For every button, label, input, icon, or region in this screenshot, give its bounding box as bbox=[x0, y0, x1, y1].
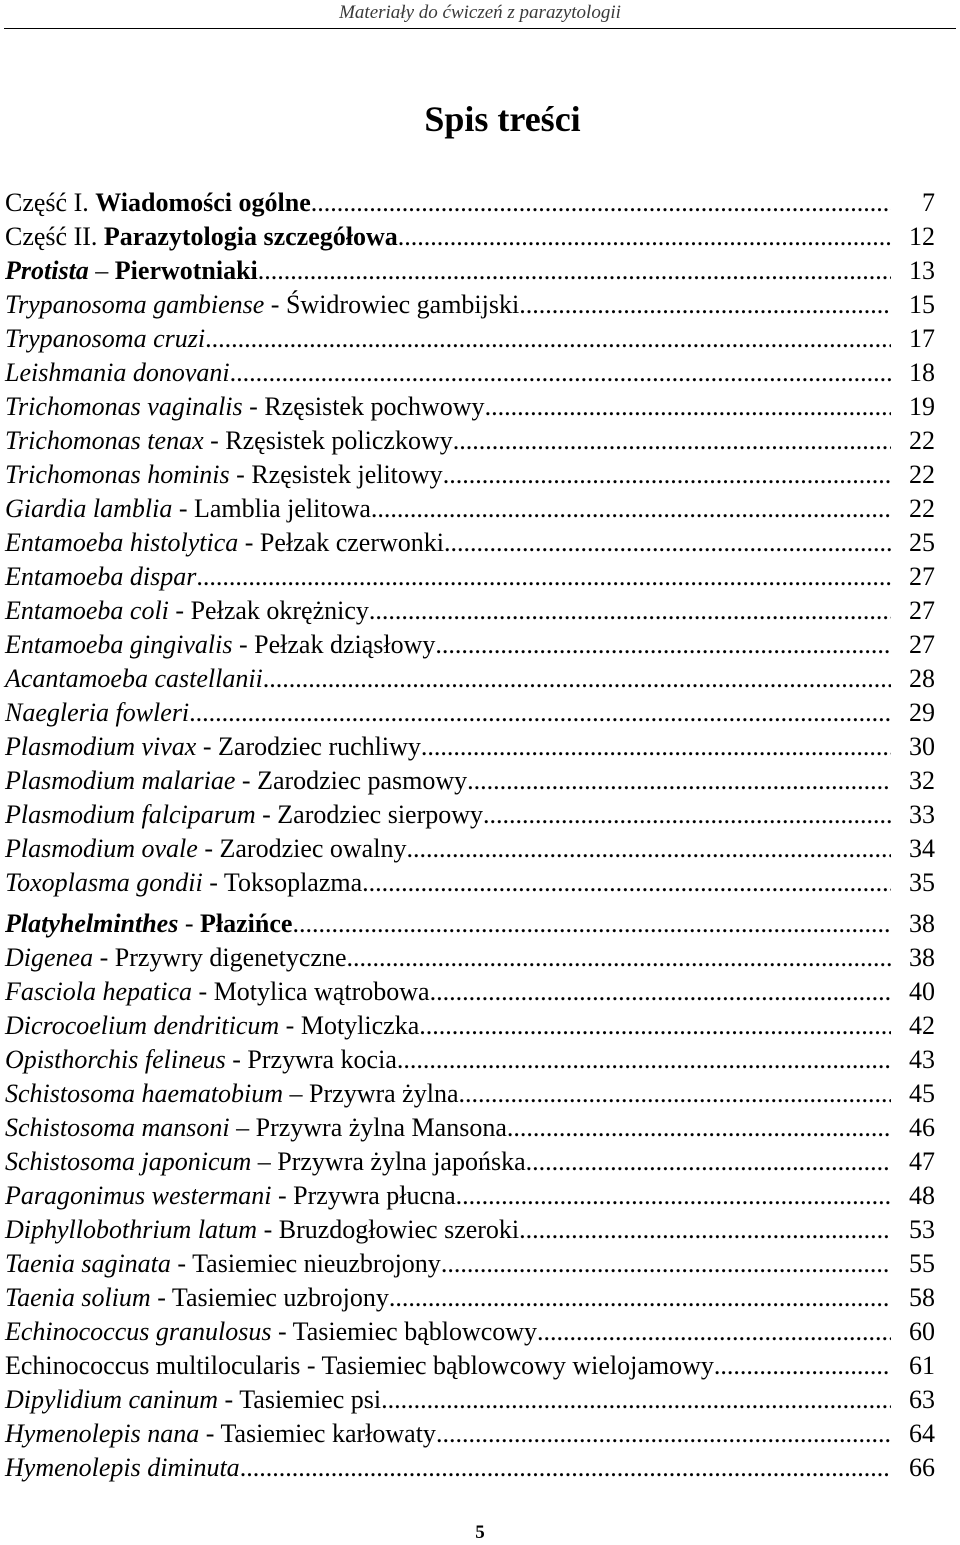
latin-name: Naegleria fowleri bbox=[5, 698, 190, 727]
latin-name: Taenia saginata bbox=[5, 1249, 171, 1278]
dot-leader bbox=[311, 186, 891, 220]
toc-entry[interactable] bbox=[5, 907, 935, 941]
name-separator: - bbox=[93, 943, 115, 972]
latin-name: Schistosoma japonicum bbox=[5, 1147, 252, 1176]
toc-page-number: 17 bbox=[909, 324, 935, 353]
latin-name: Entamoeba coli bbox=[5, 596, 169, 625]
name-separator: - bbox=[192, 977, 214, 1006]
polish-name: Pełzak dziąsłowy bbox=[254, 630, 436, 659]
toc-entry-title bbox=[5, 390, 485, 424]
toc-page-number: 15 bbox=[909, 290, 935, 319]
latin-name: Digenea bbox=[5, 943, 94, 972]
toc-entry-title bbox=[5, 1417, 436, 1451]
toc-entry[interactable] bbox=[5, 254, 935, 288]
toc-page-number: 60 bbox=[909, 1317, 935, 1346]
polish-name: Pełzak czerwonki bbox=[259, 528, 445, 557]
toc-entry[interactable] bbox=[5, 390, 935, 424]
polish-name: Płazińce bbox=[200, 909, 293, 938]
toc-page-number: 19 bbox=[909, 392, 935, 421]
toc-entry[interactable] bbox=[5, 594, 935, 628]
toc-page-number: 38 bbox=[909, 909, 935, 938]
toc-page-number: 45 bbox=[909, 1079, 935, 1108]
toc-entry[interactable] bbox=[5, 798, 935, 832]
toc-page-number: 35 bbox=[909, 868, 935, 897]
polish-name: Tasiemiec bąblowcowy wielojamowy bbox=[321, 1351, 714, 1380]
dot-leader bbox=[369, 594, 891, 628]
name-separator: – bbox=[251, 1147, 278, 1176]
polish-name: Motylica wątrobowa bbox=[213, 977, 430, 1006]
toc-entry[interactable] bbox=[5, 975, 935, 1009]
latin-name: Fasciola hepatica bbox=[5, 977, 193, 1006]
toc-page-number: 12 bbox=[909, 222, 935, 251]
toc-entry-title bbox=[5, 526, 444, 560]
latin-name: Giardia lamblia bbox=[5, 494, 173, 523]
name-separator: - bbox=[199, 1419, 221, 1448]
toc-entry-title bbox=[5, 1043, 397, 1077]
toc-page-number: 29 bbox=[909, 698, 935, 727]
dot-leader bbox=[371, 492, 891, 526]
name-separator: - bbox=[235, 766, 258, 795]
toc-page-number: 27 bbox=[909, 562, 935, 591]
toc-entry[interactable] bbox=[5, 866, 935, 900]
toc-page-number: 25 bbox=[909, 528, 935, 557]
latin-name: Acantamoeba castellanii bbox=[5, 664, 263, 693]
polish-name: Tasiemiec uzbrojony bbox=[171, 1283, 389, 1312]
latin-name: Plasmodium vivax bbox=[5, 732, 197, 761]
latin-name: Schistosoma haematobium bbox=[5, 1079, 284, 1108]
toc-entry-title bbox=[5, 322, 205, 356]
toc-entry-title bbox=[5, 1349, 714, 1383]
toc-entry-title bbox=[5, 458, 443, 492]
dot-leader bbox=[519, 1213, 891, 1247]
toc-page-number: 66 bbox=[909, 1453, 935, 1482]
toc-entry[interactable] bbox=[5, 1315, 935, 1349]
latin-name: Plasmodium ovale bbox=[5, 834, 198, 863]
toc-page-number: 38 bbox=[909, 943, 935, 972]
latin-name: Toxoplasma gondii bbox=[5, 868, 203, 897]
toc-entry[interactable] bbox=[5, 1383, 935, 1417]
dot-leader bbox=[444, 526, 891, 560]
running-header: Materiały do ćwiczeń z parazytologii bbox=[339, 2, 621, 23]
toc-entry[interactable] bbox=[5, 1417, 935, 1451]
polish-name: Bruzdogłowiec szeroki bbox=[278, 1215, 520, 1244]
name-separator: – bbox=[88, 256, 115, 285]
dot-leader bbox=[381, 1383, 891, 1417]
part-label: Część II. bbox=[5, 222, 98, 251]
latin-name: Plasmodium malariae bbox=[5, 766, 236, 795]
toc-entry-title bbox=[5, 628, 435, 662]
name-separator: - bbox=[255, 800, 278, 829]
toc-page-number: 48 bbox=[909, 1181, 935, 1210]
latin-name: Paragonimus westermani bbox=[5, 1181, 272, 1210]
dot-leader bbox=[292, 907, 891, 941]
latin-name: Plasmodium falciparum bbox=[5, 800, 256, 829]
toc-entry-title bbox=[5, 832, 406, 866]
toc-entry-title bbox=[5, 560, 196, 594]
toc-page-number: 18 bbox=[909, 358, 935, 387]
toc-entry[interactable] bbox=[5, 186, 935, 220]
polish-name: Zarodziec sierpowy bbox=[277, 800, 484, 829]
toc-entry-title bbox=[5, 424, 453, 458]
dot-leader bbox=[453, 424, 891, 458]
toc-entry-title bbox=[5, 288, 519, 322]
toc-entry-title bbox=[5, 1077, 458, 1111]
toc-entry[interactable] bbox=[5, 424, 935, 458]
dot-leader bbox=[419, 1009, 891, 1043]
toc-entry[interactable] bbox=[5, 1349, 935, 1383]
part-name: Parazytologia szczegółowa bbox=[103, 222, 398, 251]
dot-leader bbox=[230, 356, 891, 390]
toc-entry[interactable] bbox=[5, 1077, 935, 1111]
toc-page-number: 34 bbox=[909, 834, 935, 863]
toc-entry[interactable] bbox=[5, 458, 935, 492]
toc-title: Spis treści bbox=[424, 99, 581, 139]
latin-name: Dipylidium caninum bbox=[5, 1385, 219, 1414]
name-separator: - bbox=[202, 868, 224, 897]
latin-name: Entamoeba dispar bbox=[5, 562, 197, 591]
dot-leader bbox=[435, 628, 891, 662]
latin-name: Trichomonas vaginalis bbox=[5, 392, 243, 421]
name-separator: - bbox=[264, 290, 286, 319]
toc-page-number: 30 bbox=[909, 732, 935, 761]
toc-page-number: 7 bbox=[922, 188, 935, 217]
name-separator: - bbox=[271, 1181, 294, 1210]
latin-name: Leishmania donovani bbox=[5, 358, 230, 387]
dot-leader bbox=[537, 1315, 891, 1349]
dot-leader bbox=[397, 1043, 891, 1077]
latin-name: Schistosoma mansoni bbox=[5, 1113, 230, 1142]
latin-name: Hymenolepis nana bbox=[5, 1419, 200, 1448]
part-name: Wiadomości ogólne bbox=[95, 188, 311, 217]
toc-entry[interactable] bbox=[5, 662, 935, 696]
name-separator: - bbox=[203, 426, 226, 455]
toc-entry[interactable] bbox=[5, 696, 935, 730]
polish-name: Rzęsistek policzkowy bbox=[225, 426, 453, 455]
table-of-contents bbox=[5, 186, 935, 1485]
toc-page-number: 42 bbox=[909, 1011, 935, 1040]
toc-page-number: 40 bbox=[909, 977, 935, 1006]
toc-page-number: 27 bbox=[909, 630, 935, 659]
name-separator: - bbox=[229, 460, 252, 489]
polish-name: Przywra kocia bbox=[247, 1045, 397, 1074]
part-label: Część I. bbox=[5, 188, 89, 217]
dot-leader bbox=[205, 322, 891, 356]
toc-entry[interactable] bbox=[5, 560, 935, 594]
latin-name: Entamoeba histolytica bbox=[5, 528, 239, 557]
toc-entry-title bbox=[5, 866, 362, 900]
name-separator: - bbox=[150, 1283, 172, 1312]
name-separator: – bbox=[283, 1079, 310, 1108]
toc-entry-title bbox=[5, 1247, 441, 1281]
toc-entry[interactable] bbox=[5, 1451, 935, 1485]
toc-entry-title bbox=[5, 1315, 537, 1349]
latin-name: Trypanosoma cruzi bbox=[5, 324, 206, 353]
name-separator: - bbox=[257, 1215, 279, 1244]
dot-leader bbox=[189, 696, 891, 730]
toc-entry[interactable] bbox=[5, 356, 935, 390]
toc-page-number: 22 bbox=[909, 494, 935, 523]
page-number: 5 bbox=[475, 1522, 485, 1543]
latin-name: Echinococcus multilocularis bbox=[5, 1351, 301, 1380]
dot-leader bbox=[421, 730, 891, 764]
name-separator: - bbox=[178, 909, 201, 938]
dot-leader bbox=[441, 1247, 891, 1281]
dot-leader bbox=[389, 1281, 891, 1315]
name-separator: - bbox=[225, 1045, 248, 1074]
polish-name: Rzęsistek pochwowy bbox=[264, 392, 485, 421]
dot-leader bbox=[443, 458, 891, 492]
toc-entry-title bbox=[5, 696, 189, 730]
dot-leader bbox=[398, 220, 891, 254]
header-divider bbox=[4, 28, 956, 29]
toc-entry-title bbox=[5, 1451, 240, 1485]
polish-name: Przywra żylna bbox=[309, 1079, 459, 1108]
toc-page-number: 55 bbox=[909, 1249, 935, 1278]
toc-entry[interactable] bbox=[5, 730, 935, 764]
toc-page-number: 46 bbox=[909, 1113, 935, 1142]
toc-page-number: 47 bbox=[909, 1147, 935, 1176]
dot-leader bbox=[240, 1451, 891, 1485]
toc-entry-title bbox=[5, 1145, 526, 1179]
toc-entry-title bbox=[5, 1213, 519, 1247]
polish-name: Motyliczka bbox=[300, 1011, 420, 1040]
toc-entry-title bbox=[5, 662, 263, 696]
name-separator: - bbox=[168, 596, 191, 625]
name-separator: - bbox=[271, 1317, 293, 1346]
dot-leader bbox=[258, 254, 891, 288]
toc-entry[interactable] bbox=[5, 832, 935, 866]
dot-leader bbox=[362, 866, 891, 900]
toc-page-number: 53 bbox=[909, 1215, 935, 1244]
dot-leader bbox=[519, 288, 891, 322]
latin-name: Taenia solium bbox=[5, 1283, 151, 1312]
toc-entry[interactable] bbox=[5, 1179, 935, 1213]
toc-page-number: 28 bbox=[909, 664, 935, 693]
toc-entry[interactable] bbox=[5, 1111, 935, 1145]
toc-entry[interactable] bbox=[5, 1145, 935, 1179]
toc-page-number: 22 bbox=[909, 426, 935, 455]
toc-page-number: 63 bbox=[909, 1385, 935, 1414]
name-separator: - bbox=[218, 1385, 240, 1414]
dot-leader bbox=[467, 764, 891, 798]
latin-name: Echinococcus granulosus bbox=[5, 1317, 272, 1346]
polish-name: Toksoplazma bbox=[223, 868, 363, 897]
dot-leader bbox=[263, 662, 891, 696]
toc-entry[interactable] bbox=[5, 1281, 935, 1315]
toc-entry[interactable] bbox=[5, 941, 935, 975]
name-separator: - bbox=[170, 1249, 193, 1278]
toc-page-number: 58 bbox=[909, 1283, 935, 1312]
latin-name: Entamoeba gingivalis bbox=[5, 630, 233, 659]
toc-entry[interactable] bbox=[5, 1043, 935, 1077]
toc-entry-title bbox=[5, 1281, 389, 1315]
dot-leader bbox=[406, 832, 891, 866]
latin-name: Trichomonas hominis bbox=[5, 460, 230, 489]
polish-name: Tasiemiec karłowaty bbox=[220, 1419, 436, 1448]
polish-name: Rzęsistek jelitowy bbox=[251, 460, 443, 489]
name-separator: - bbox=[242, 392, 265, 421]
dot-leader bbox=[483, 798, 891, 832]
toc-entry-title bbox=[5, 1111, 507, 1145]
name-separator: – bbox=[229, 1113, 256, 1142]
toc-page-number: 33 bbox=[909, 800, 935, 829]
toc-entry-title bbox=[5, 798, 483, 832]
dot-leader bbox=[526, 1145, 891, 1179]
toc-page-number: 27 bbox=[909, 596, 935, 625]
toc-entry-title bbox=[5, 356, 230, 390]
polish-name: Przywry digenetyczne bbox=[114, 943, 347, 972]
toc-entry-title bbox=[5, 941, 347, 975]
name-separator: - bbox=[232, 630, 255, 659]
toc-entry[interactable] bbox=[5, 764, 935, 798]
name-separator: - bbox=[196, 732, 219, 761]
toc-page-number: 43 bbox=[909, 1045, 935, 1074]
toc-entry-title bbox=[5, 1009, 419, 1043]
toc-entry-title bbox=[5, 1383, 381, 1417]
name-separator: - bbox=[300, 1351, 322, 1380]
toc-entry[interactable] bbox=[5, 526, 935, 560]
toc-entry-title bbox=[5, 764, 467, 798]
dot-leader bbox=[714, 1349, 891, 1383]
dot-leader bbox=[436, 1417, 891, 1451]
latin-name: Protista bbox=[5, 256, 89, 285]
latin-name: Diphyllobothrium latum bbox=[5, 1215, 258, 1244]
toc-page-number: 32 bbox=[909, 766, 935, 795]
name-separator: - bbox=[197, 834, 220, 863]
latin-name: Dicrocoelium dendriticum bbox=[5, 1011, 280, 1040]
toc-entry[interactable] bbox=[5, 220, 935, 254]
polish-name: Tasiemiec psi bbox=[239, 1385, 382, 1414]
toc-entry-title bbox=[5, 186, 311, 220]
polish-name: Pierwotniaki bbox=[114, 256, 258, 285]
dot-leader bbox=[485, 390, 891, 424]
latin-name: Trichomonas tenax bbox=[5, 426, 204, 455]
dot-leader bbox=[430, 975, 891, 1009]
toc-page-number: 13 bbox=[909, 256, 935, 285]
dot-leader bbox=[347, 941, 891, 975]
polish-name: Tasiemiec bąblowcowy bbox=[292, 1317, 538, 1346]
toc-entry-title bbox=[5, 907, 292, 941]
polish-name: Przywra żylna Mansona bbox=[255, 1113, 507, 1142]
polish-name: Świdrowiec gambijski bbox=[285, 290, 520, 319]
polish-name: Tasiemiec nieuzbrojony bbox=[192, 1249, 441, 1278]
toc-entry[interactable] bbox=[5, 322, 935, 356]
toc-page-number: 61 bbox=[909, 1351, 935, 1380]
toc-entry[interactable] bbox=[5, 492, 935, 526]
toc-entry-title bbox=[5, 254, 258, 288]
toc-entry[interactable] bbox=[5, 1213, 935, 1247]
toc-entry-title bbox=[5, 1179, 456, 1213]
latin-name: Hymenolepis diminuta bbox=[5, 1453, 240, 1482]
polish-name: Przywra płucna bbox=[293, 1181, 456, 1210]
polish-name: Zarodziec pasmowy bbox=[257, 766, 468, 795]
toc-entry-title bbox=[5, 975, 430, 1009]
toc-entry-title bbox=[5, 220, 398, 254]
toc-entry[interactable] bbox=[5, 628, 935, 662]
polish-name: Zarodziec owalny bbox=[219, 834, 407, 863]
name-separator: - bbox=[279, 1011, 301, 1040]
toc-entry-title bbox=[5, 594, 369, 628]
toc-entry-title bbox=[5, 730, 421, 764]
dot-leader bbox=[458, 1077, 891, 1111]
polish-name: Pełzak okrężnicy bbox=[190, 596, 369, 625]
toc-entry[interactable] bbox=[5, 288, 935, 322]
polish-name: Przywra żylna japońska bbox=[277, 1147, 526, 1176]
latin-name: Platyhelminthes bbox=[5, 909, 179, 938]
name-separator: - bbox=[172, 494, 194, 523]
toc-page-number: 22 bbox=[909, 460, 935, 489]
toc-page-number: 64 bbox=[909, 1419, 935, 1448]
latin-name: Trypanosoma gambiense bbox=[5, 290, 265, 319]
polish-name: Lamblia jelitowa bbox=[194, 494, 371, 523]
dot-leader bbox=[196, 560, 891, 594]
name-separator: - bbox=[238, 528, 260, 557]
toc-entry[interactable] bbox=[5, 1247, 935, 1281]
toc-entry[interactable] bbox=[5, 1009, 935, 1043]
toc-entry-title bbox=[5, 492, 371, 526]
dot-leader bbox=[456, 1179, 891, 1213]
polish-name: Zarodziec ruchliwy bbox=[218, 732, 421, 761]
dot-leader bbox=[507, 1111, 891, 1145]
latin-name: Opisthorchis felineus bbox=[5, 1045, 226, 1074]
